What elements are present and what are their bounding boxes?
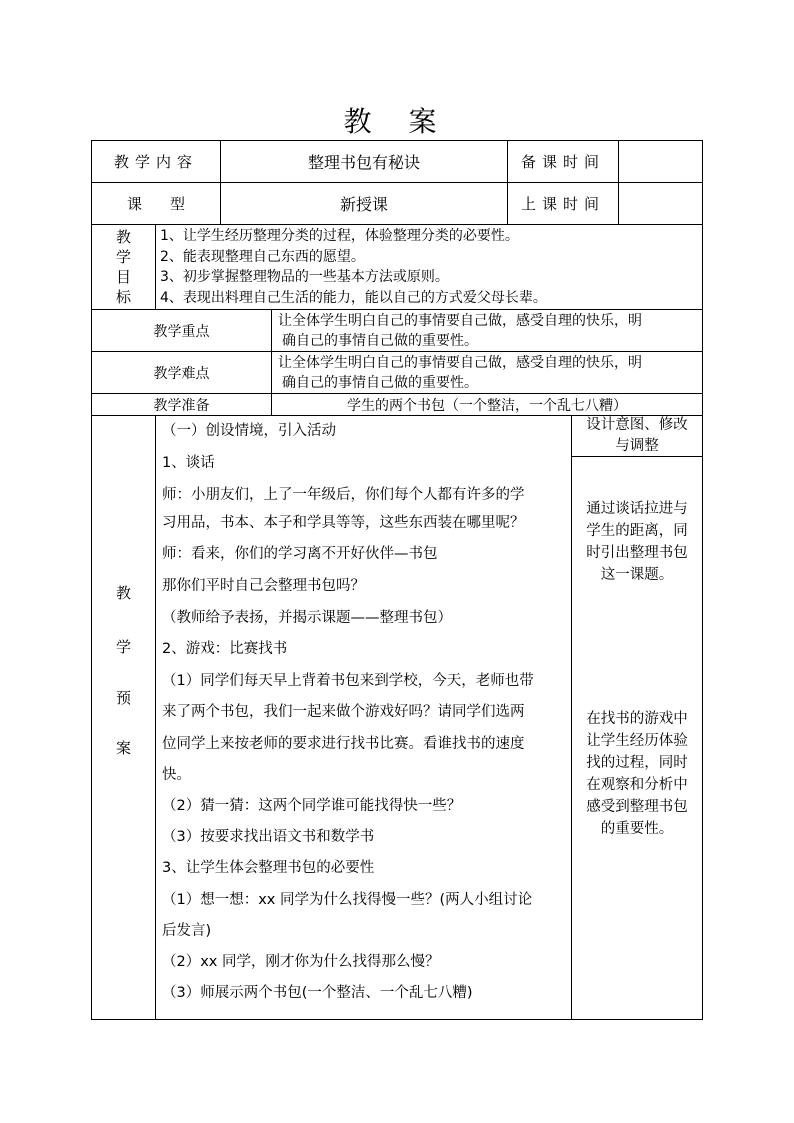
plan-line: 师：看来，你们的学习离不开好伙伴—书包 (162, 546, 438, 562)
key-points-label: 教学重点 (153, 323, 210, 340)
plan-line: 师：小朋友们，上了一年级后，你们每个人都有许多的学 (162, 487, 525, 503)
design-note-line: 找的过程，同时 (586, 755, 688, 771)
difficulties-text (272, 353, 702, 393)
content-label: 教学内容 (113, 153, 198, 171)
plan-label-char: 预 (115, 689, 131, 707)
prep-time-label: 备课时间 (520, 153, 605, 171)
design-note-line: 学生的距离，同 (586, 523, 688, 539)
goal-item: 4、表现出料理自己生活的能力，能以自己的方式爱父母长辈。 (160, 289, 547, 306)
design-header-line: 与调整 (615, 438, 659, 454)
design-note-line: 在观察和分析中 (586, 777, 688, 793)
goals-label-char: 目 (115, 268, 131, 286)
plan-line: 位同学上来按老师的要求进行找书比赛。看谁找书的速度 (162, 736, 525, 752)
design-note-line: 感受到整理书包 (586, 799, 688, 815)
design-note-line: 这一课题。 (600, 567, 674, 583)
preparation-label: 教学准备 (153, 397, 210, 414)
plan-line: （1）想一想：xx 同学为什么找得慢一些？(两人小组讨论 (162, 892, 533, 908)
type-value: 新授课 (339, 195, 388, 214)
difficulties-line: 确自己的事情自己做的重要性。 (282, 375, 478, 391)
goals-list (160, 226, 700, 308)
plan-line: 快。 (162, 767, 191, 783)
goal-item: 3、初步掌握整理物品的一些基本方法或原则。 (160, 269, 449, 285)
design-note-2 (576, 708, 698, 840)
plan-line: 那你们平时自己会整理书包吗？ (162, 578, 365, 594)
plan-line: 1、谈话 (162, 455, 215, 471)
plan-label-char: 学 (115, 638, 131, 656)
prep-time-value[interactable] (619, 141, 702, 182)
design-header-line: 设计意图、修改 (586, 417, 688, 433)
difficulties-line: 让全体学生明白自己的事情要自己做，感受自理的快乐，明 (278, 355, 642, 371)
design-note-1 (576, 498, 698, 586)
design-note-line: 的重要性。 (600, 821, 674, 837)
class-time-label: 上课时间 (520, 195, 605, 213)
key-points-text (272, 311, 702, 351)
key-points-line: 让全体学生明白自己的事情要自己做，感受自理的快乐，明 (278, 313, 642, 329)
plan-line: （1）同学们每天早上背着书包来到学校，今天，老师也带 (162, 673, 534, 689)
design-note-line: 在找书的游戏中 (586, 711, 688, 727)
plan-line: （2）xx 同学，刚才你为什么找得那么慢？ (162, 954, 440, 970)
plan-line: 来了两个书包，我们一起来做个游戏好吗？请同学们选两 (162, 704, 525, 720)
goal-item: 2、能表现整理自己东西的愿望。 (160, 248, 365, 265)
plan-label-char: 教 (115, 584, 131, 602)
content-value: 整理书包有秘诀 (307, 153, 420, 172)
plan-line: （教师给予表扬，并揭示课题——整理书包） (162, 610, 452, 626)
plan-line: （一）创设情境，引入活动 (162, 423, 336, 439)
class-time-value[interactable] (619, 183, 702, 224)
difficulties-label: 教学难点 (153, 365, 210, 382)
document-title: 教 案 (343, 105, 451, 138)
design-note-line: 时引出整理书包 (586, 545, 688, 561)
preparation-value: 学生的两个书包（一个整洁，一个乱七八糟） (347, 397, 627, 414)
plan-line: 2、游戏：比赛找书 (162, 641, 288, 657)
design-header (576, 415, 698, 457)
plan-label (92, 416, 155, 1019)
goals-label-char: 教 (115, 228, 131, 246)
plan-line: 后发言) (162, 923, 212, 939)
goal-item: 1、让学生经历整理分类的过程，体验整理分类的必要性。 (160, 228, 519, 244)
goals-label-char: 标 (115, 288, 131, 306)
plan-line: 习用品，书本、本子和学具等等，这些东西装在哪里呢？ (162, 515, 525, 531)
plan-line: （2）猜一猜：这两个同学谁可能找得快一些？ (162, 798, 462, 814)
plan-line: （3）按要求找出语文书和数学书 (162, 829, 375, 845)
type-label: 课型 (126, 195, 213, 213)
plan-line: （3）师展示两个书包(一个整洁、一个乱七八糟) (162, 985, 473, 1001)
key-points-line: 确自己的事情自己做的重要性。 (282, 333, 478, 349)
goals-label (92, 225, 155, 309)
plan-label-char: 案 (115, 739, 131, 757)
plan-line: 3、让学生体会整理书包的必要性 (162, 860, 375, 876)
design-note-line: 通过谈话拉进与 (586, 501, 688, 517)
design-note-line: 让学生经历体验 (586, 733, 688, 749)
goals-label-char: 学 (115, 248, 131, 266)
